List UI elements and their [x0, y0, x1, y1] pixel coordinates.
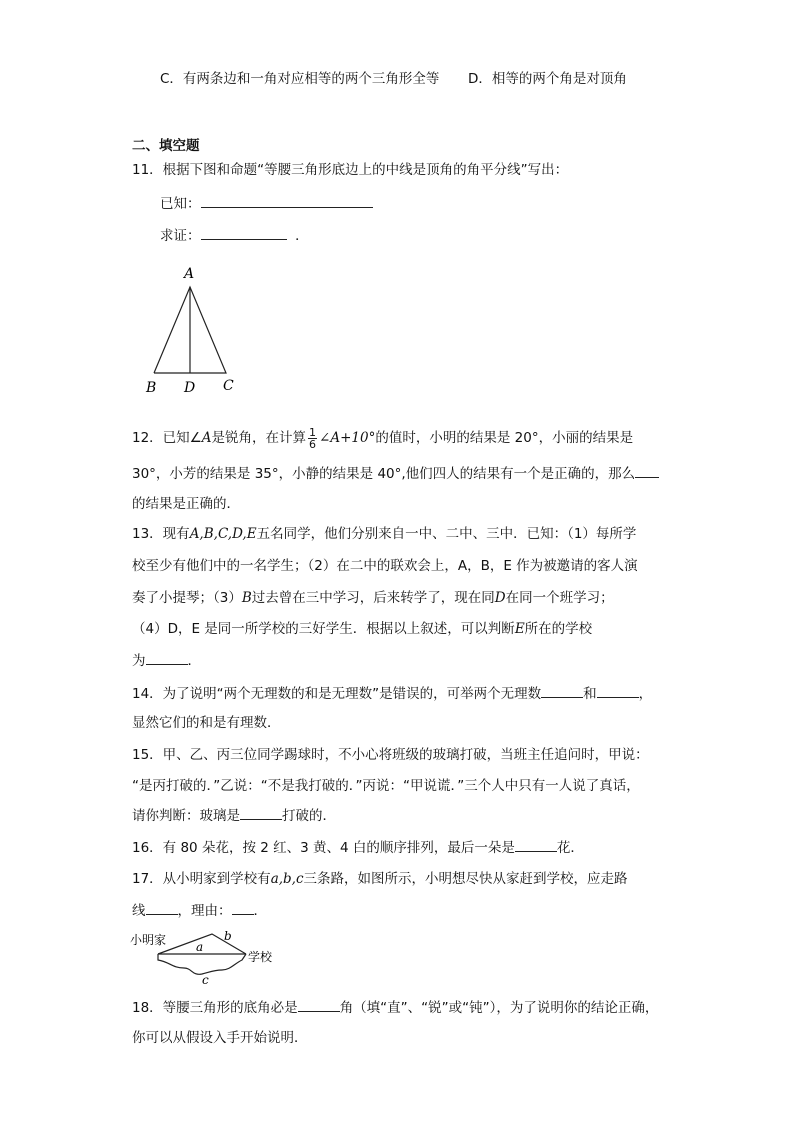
fig-b-label: b [224, 929, 232, 943]
q12-blank[interactable] [635, 463, 659, 478]
q13-line5 [132, 650, 201, 671]
q17-line2c: ． [253, 903, 267, 919]
q15-line1: 15．甲、乙、丙三位同学踢球时，不小心将班级的玻璃打破，当班主任追问时，甲说： [132, 747, 649, 763]
q13-students: A,B,C,D,E [189, 526, 257, 542]
q13-var-b: B [241, 590, 252, 606]
q18-line1 [132, 997, 658, 1018]
q13-line5b: ． [187, 653, 201, 669]
option-d: D．相等的两个角是对顶角 [468, 71, 627, 87]
q12-line2-text: 30°，小芳的结果是 35°，小静的结果是 40°,他们四人的结果有一个是正确的，那么 [132, 466, 636, 482]
q16-line [132, 837, 584, 858]
q13-line1a: 13．现有 [132, 526, 190, 542]
q16-text-a: 16．有 80 朵花，按 2 红、3 黄、4 白的顺序排列，最后一朵是 [132, 840, 515, 856]
q17-reason-blank[interactable] [232, 900, 254, 915]
section-title: 二、填空题 [132, 138, 200, 154]
q14-line1c: ， [638, 686, 653, 702]
fig-c-label: c [202, 973, 209, 986]
fig-home-label: 小明家 [130, 933, 167, 947]
q17-line2 [132, 900, 267, 921]
q11-prove [160, 224, 309, 244]
q15-line3a: 请你判断：玻璃是 [132, 808, 240, 824]
q14-line1b: 和 [583, 686, 597, 702]
q18-line1a: 18．等腰三角形的底角必是 [132, 1000, 298, 1016]
q13-line4c: 所在的学校 [524, 621, 593, 637]
q14-line1 [132, 683, 652, 704]
q12-fraction [308, 427, 317, 450]
q11-prove-end: ． [295, 228, 309, 244]
q13-line4 [132, 619, 592, 639]
q18-line2: 你可以从假设入手开始说明． [132, 1030, 308, 1046]
q12-line3: 的结果是正确的． [132, 496, 240, 512]
q13-blank[interactable] [146, 650, 188, 665]
path-c [158, 954, 246, 974]
q13-line3 [132, 588, 614, 608]
q12-part1: 12．已知∠ [132, 430, 202, 446]
q13-line4a: （4）D，E 是同一所学校的三好学生．根据以上叙述，可以判断 [132, 621, 515, 637]
label-b: B [146, 380, 157, 396]
q13-line3a: 奏了小提琴；（3） [132, 590, 242, 606]
label-d: D [184, 380, 196, 396]
isosceles-triangle-figure [140, 260, 250, 400]
q15-blank[interactable] [240, 805, 282, 820]
q12-frac-num: 1 [309, 425, 317, 439]
q11-prove-label: 求证： [160, 228, 201, 244]
q11-given-blank[interactable] [201, 193, 373, 208]
q12-line2 [132, 463, 659, 484]
q15-line3 [132, 805, 336, 826]
q13-var-e: E [514, 621, 525, 637]
q13-line3e: 在同一个班学习； [505, 590, 614, 606]
q13-line5a: 为 [132, 653, 146, 669]
label-a: A [184, 266, 195, 282]
q12-part2: 是锐角，在计算 [211, 430, 307, 446]
q13-var-d: D [494, 590, 506, 606]
q13-line1 [132, 524, 636, 544]
q18-line1b: 角（填“直”、“锐”或“钝”），为了说明你的结论正确， [339, 1000, 659, 1016]
q12-line1 [132, 424, 633, 452]
q17-route-blank[interactable] [146, 900, 178, 915]
q17-line1b: 三条路，如图所示，小明想尽快从家赶到学校，应走路 [303, 871, 628, 887]
q12-expr: ∠A+10° [319, 430, 376, 446]
q14-blank-1[interactable] [541, 683, 583, 698]
q11-stem: 11．根据下图和命题“等腰三角形底边上的中线是顶角的角平分线”写出： [132, 162, 569, 178]
q15-line3b: 打破的． [282, 808, 336, 824]
label-c: C [223, 378, 234, 394]
fig-school-label: 学校 [248, 950, 273, 964]
q17-line2b: ，理由： [177, 903, 232, 919]
route-figure [130, 926, 290, 986]
q17-line1a: 17．从小明家到学校有 [132, 871, 271, 887]
q16-blank[interactable] [515, 837, 557, 852]
q17-line2a: 线 [132, 903, 146, 919]
q13-line2: 校至少有他们中的一名学生；（2）在二中的联欢会上，A，B，E 作为被邀请的客人演 [132, 558, 638, 574]
q12-var-a: A [201, 430, 212, 446]
q12-part3: 的值时，小明的结果是 20°，小丽的结果是 [375, 430, 634, 446]
option-c: C．有两条边和一角对应相等的两个三角形全等 [160, 71, 440, 87]
q13-line1b: 五名同学，他们分别来自一中、二中、三中．已知：（1）每所学 [256, 526, 637, 542]
q11-given-label: 已知： [160, 196, 201, 212]
q11-prove-blank[interactable] [201, 225, 287, 240]
q18-blank[interactable] [298, 997, 340, 1012]
q13-line3c: 过去曾在三中学习，后来转学了，现在同 [251, 590, 495, 606]
q16-text-b: 花． [556, 840, 584, 856]
q14-blank-2[interactable] [597, 683, 639, 698]
q17-paths: a,b,c [270, 871, 304, 887]
q14-line1a: 14．为了说明“两个无理数的和是无理数”是错误的，可举两个无理数 [132, 686, 542, 702]
q12-frac-den: 6 [309, 437, 317, 451]
q17-line1 [132, 869, 628, 889]
q14-line2: 显然它们的和是有理数． [132, 715, 281, 731]
fig-a-label: a [196, 940, 204, 954]
q15-line2: “是丙打破的．”乙说：“不是我打破的．”丙说：“甲说谎．”三个人中只有一人说了真话， [132, 778, 640, 794]
q11-given [160, 192, 373, 212]
